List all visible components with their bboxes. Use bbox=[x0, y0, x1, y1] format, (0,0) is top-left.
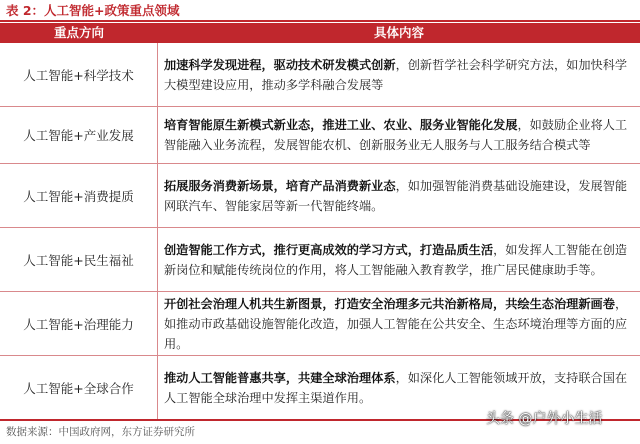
table-header bbox=[0, 23, 640, 43]
row-direction: 人工智能+民生福祉 bbox=[0, 228, 158, 291]
table-title: 表 2：人工智能+政策重点领域 bbox=[6, 3, 180, 18]
top-rule bbox=[0, 20, 640, 22]
row-direction: 人工智能+治理能力 bbox=[0, 292, 158, 355]
table-row bbox=[0, 106, 640, 163]
row-content-bold: 推动人工智能普惠共享，共建全球治理体系 bbox=[164, 370, 396, 385]
row-content-bold: 拓展服务消费新场景，培育产品消费新业态 bbox=[164, 178, 396, 193]
row-direction: 人工智能+科学技术 bbox=[0, 43, 158, 106]
row-content-text: ，如推动市政基础设施智能化改造，加强人工智能在公共安全、生态环境治理等方面的应用。 bbox=[164, 296, 628, 351]
row-content bbox=[164, 164, 632, 227]
row-content-text: ，如发挥人工智能在创造新岗位和赋能传统岗位的作用，将人工智能融入教育教学，推广居民健康助手等。 bbox=[164, 242, 628, 277]
row-direction: 人工智能+产业发展 bbox=[0, 107, 158, 163]
row-content-bold: 创造智能工作方式，推行更高成效的学习方式，打造品质生活 bbox=[164, 242, 494, 257]
row-content bbox=[164, 292, 632, 355]
row-content-text: ，创新哲学社会科学研究方法，如加快科学大模型建设应用，推动多学科融合发展等 bbox=[164, 57, 628, 92]
row-content-bold: 开创社会治理人机共生新图景，打造安全治理多元共治新格局，共绘生态治理新画卷 bbox=[164, 296, 615, 311]
header-direction: 重点方向 bbox=[53, 25, 104, 40]
header-content: 具体内容 bbox=[373, 25, 424, 40]
row-direction: 人工智能+消费提质 bbox=[0, 164, 158, 227]
row-direction: 人工智能+全球合作 bbox=[0, 356, 158, 419]
row-content-bold: 加速科学发现进程，驱动技术研发模式创新 bbox=[164, 57, 396, 72]
table-row bbox=[0, 227, 640, 291]
row-content-text: ，如深化人工智能领域开放，支持联合国在人工智能全球治理中发挥主渠道作用。 bbox=[164, 370, 628, 405]
row-content bbox=[164, 43, 632, 106]
row-content bbox=[164, 228, 632, 291]
row-content bbox=[164, 107, 632, 163]
row-content-text: ，如加强智能消费基础设施建设，发展智能网联汽车、智能家居等新一代智能终端。 bbox=[164, 178, 628, 213]
table-row bbox=[0, 43, 640, 106]
watermark: 头条 @户外小生活 bbox=[486, 411, 603, 427]
table-row bbox=[0, 163, 640, 227]
table-row bbox=[0, 291, 640, 355]
source-note: 数据来源：中国政府网，东方证券研究所 bbox=[6, 426, 195, 438]
row-content-bold: 培育智能原生新模式新业态，推进工业、农业、服务业智能化发展 bbox=[164, 118, 518, 132]
row-content-text: ，如鼓励企业将人工智能融入业务流程，发展智能农机、创新服务业无人服务与人工服务结合模式等 bbox=[164, 118, 628, 152]
